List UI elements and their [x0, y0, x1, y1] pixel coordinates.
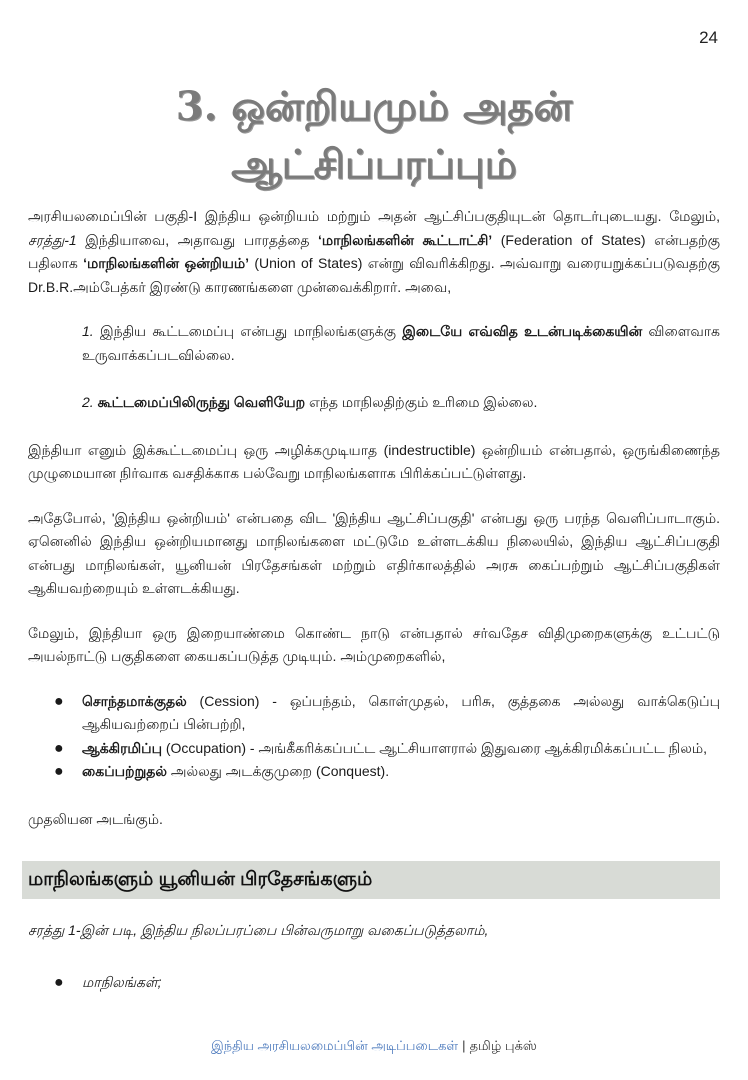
bullet-icon: ●	[54, 739, 64, 757]
text: எந்த மாநிலதிற்கும் உரிமை இல்லை.	[305, 394, 538, 410]
text: (Union of States) என்று விவரிக்கிறது. அவ்வாறு வரையறுக்கப்படுவதற்கு Dr.B.R.அம்பேத்கர் இரண்டு காரணங்களை முன்வைக்கிறார். அவை,	[28, 255, 721, 295]
bold-term: கூட்டமைப்பிலிருந்து வெளியேற	[93, 394, 306, 410]
categories-list	[28, 971, 720, 995]
bold-term: சொந்தமாக்குதல்	[82, 692, 187, 709]
text: மாநிலங்கள்;	[82, 973, 162, 990]
chapter-title	[0, 78, 748, 194]
text: விளைவாக உருவாக்கப்படவில்லை.	[82, 323, 721, 363]
page-footer	[0, 1038, 748, 1055]
bold-term: ஆக்கிரமிப்பு	[82, 739, 162, 756]
section-heading: மாநிலங்களும் யூனியன் பிரதேசங்களும்	[22, 861, 720, 899]
numbered-item	[82, 320, 720, 367]
numbered-item	[82, 391, 720, 415]
bold-term: இடையே எவ்வித உடன்படிக்கையின்	[402, 323, 643, 339]
paragraph: மேலும், இந்தியா ஒரு இறையாண்மை கொண்ட நாடு என்பதால் சர்வதேச விதிமுறைகளுக்கு உட்பட்டு அயல்நாட்டு பகுதிகளை கையகப்படுத்த முடியும். அம்முறைகளில்,	[28, 624, 720, 664]
list-item	[28, 737, 720, 761]
page-number: 24	[699, 28, 718, 47]
chapter-title-line: ஆட்சிப்பரப்பும்	[231, 141, 517, 188]
intro-paragraph	[28, 205, 720, 299]
text: (Occupation) - அங்கீகரிக்கப்பட்ட ஆட்சியாளரால் இதுவரை ஆக்கிரமிக்கப்பட்ட நிலம்,	[161, 739, 707, 756]
acquisition-methods-list	[28, 690, 720, 784]
paragraph	[28, 919, 720, 943]
list-item	[28, 971, 720, 995]
footer-book-title: இந்திய அரசியலமைப்பின் அடிப்படைகள்	[211, 1038, 459, 1053]
text: அரசியலமைப்பின் பகுதி-I இந்திய ஒன்றியம் மற்றும் அதன் ஆட்சிப்பகுதியுடன் தொடர்புடையது. மேலும்,	[28, 208, 720, 224]
bullet-icon: ●	[54, 692, 64, 710]
bold-term: ‘மாநிலங்களின் கூட்டாட்சி’	[318, 231, 493, 248]
text: இந்திய கூட்டமைப்பு என்பது மாநிலங்களுக்கு	[93, 323, 403, 339]
bullet-icon: ●	[54, 763, 64, 780]
text: சரத்து 1-இன் படி, இந்திய நிலப்பரப்பை பின்வருமாறு வகைப்படுத்தலாம்,	[28, 922, 489, 938]
chapter-title-line: 3. ஒன்றியமும் அதன்	[175, 83, 573, 130]
list-item	[28, 690, 720, 737]
bold-term: கைப்பற்றுதல்	[82, 763, 168, 779]
paragraph: இந்தியா எனும் இக்கூட்டமைப்பு ஒரு அழிக்கமுடியாத (indestructible) ஒன்றியம் என்பதால், ஒருங்கிணைந்த முழுமையான நிர்வாக வசதிக்காக பல்வேறு மாநிலங்களாக பிரிக்கப்பட்டுள்ளது.	[28, 441, 720, 481]
item-number: 1.	[82, 323, 94, 339]
text: இந்தியாவை, அதாவது பாரதத்தை	[76, 231, 319, 248]
page-body	[28, 205, 720, 1018]
bold-term: ‘மாநிலங்களின் ஒன்றியம்’	[83, 255, 249, 271]
item-number: 2.	[82, 394, 94, 410]
footer-publisher: தமிழ் புக்ஸ்	[469, 1038, 537, 1053]
paragraph: அதேபோல், 'இந்திய ஒன்றியம்' என்பதை விட 'இந்திய ஆட்சிப்பகுதி' என்பது ஒரு பரந்த வெளிப்பாடாகும். ஏனெனில் இந்திய ஒன்றியமானது மாநிலங்களை மட்டுமே உள்ளடக்கிய நிலையில், இந்திய ஆட்சிப்பகுதி என்பது மாநிலங்கள், யூனியன் பிரதேசங்கள் மற்றும் எதிர்காலத்தில் அரசு கைப்பற்றும் ஆட்சிப்பகுதிகள் ஆகியவற்றையும் உள்ளடக்கியது.	[28, 509, 720, 596]
paragraph: முதலியன அடங்கும்.	[28, 810, 163, 827]
footer-separator: |	[462, 1038, 466, 1053]
text: அல்லது அடக்குமுறை (Conquest).	[167, 763, 390, 779]
text: (Federation of States) என்பதற்கு பதிலாக	[28, 231, 721, 271]
list-item	[28, 760, 720, 784]
text: (Cession) - ஒப்பந்தம், கொள்முதல், பரிசு, குத்தகை அல்லது வாக்கெடுப்பு ஆகியவற்றைப் பின்பற்றி,	[82, 692, 720, 732]
bullet-icon: ●	[54, 973, 64, 991]
text: சரத்து-1	[28, 231, 77, 248]
